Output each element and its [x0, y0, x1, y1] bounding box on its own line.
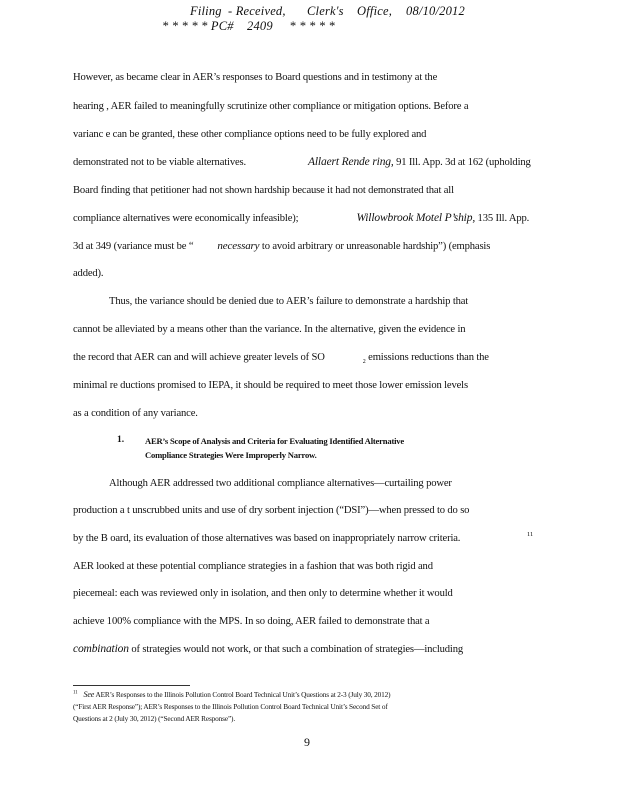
text-span: AER’s Responses to the Illinois Pollution Control Board Technical Unit’s Questions at 2-3 (July 30, 2012) [94, 690, 391, 699]
text-line: varianc e can be granted, these other compliance options need to be fully explored and [73, 129, 427, 140]
text-line: added). [73, 268, 104, 279]
footnote-reference: 11 [527, 531, 534, 538]
heading-line: Compliance Strategies Were Improperly Narrow. [145, 450, 317, 460]
text-line: production a t unscrubbed units and use of dry sorbent injection (“DSI”)—when pressed to do so [73, 505, 470, 516]
text-line: achieve 100% compliance with the MPS. In so doing, AER failed to demonstrate that a [73, 616, 430, 627]
text-line: piecemeal: each was reviewed only in isolation, and then only to determine whether it would [73, 588, 453, 599]
text-line: However, as became clear in AER’s responses to Board questions and in testimony at the [73, 72, 438, 83]
text-span: 135 Ill. App. [475, 213, 530, 224]
footnote-line: Questions at 2 (July 30, 2012) (“Second AER Response”). [73, 714, 235, 723]
header-filing: Filing [190, 4, 222, 18]
emphasis-text: necessary [217, 240, 260, 252]
page-number: 9 [304, 735, 310, 749]
text-line [73, 240, 490, 252]
header-date: 08/10/2012 [406, 4, 465, 18]
text-line: as a condition of any variance. [73, 408, 198, 419]
header-clerks: Clerk's [307, 4, 344, 18]
text-line [73, 212, 529, 224]
text-span: demonstrated not to be viable alternatives. [73, 157, 246, 168]
text-line [73, 352, 489, 365]
text-span: 3d at 349 (variance must be “ [73, 241, 194, 252]
header-office: Office, [357, 4, 393, 18]
footnote-line: (“First AER Response”); AER’s Responses to the Illinois Pollution Control Board Technical Unit’s Second Set of [73, 702, 388, 711]
text-line: by the B oard, its evaluation of those alternatives was based on inappropriately narrow criteria. [73, 533, 461, 544]
text-line: hearing , AER failed to meaningfully scrutinize other compliance or mitigation options. Before a [73, 101, 469, 112]
text-line: AER looked at these potential compliance strategies in a fashion that was both rigid and [73, 561, 433, 572]
heading-line: AER’s Scope of Analysis and Criteria for Evaluating Identified Alternative [145, 436, 405, 446]
footnote-number: 11 [73, 690, 78, 696]
text-span: to avoid arbitrary or unreasonable hardship”) (emphasis [259, 241, 491, 252]
emphasis-text: combination [73, 643, 129, 655]
text-span: compliance alternatives were economically infeasible); [73, 213, 299, 224]
header-pc-number: * * * * * PC# 2409 * * * * * [162, 19, 335, 33]
case-citation: Willowbrook Motel P’ship, [356, 212, 476, 224]
signal-word: See [83, 690, 95, 699]
case-citation: Allaert Rende ring, [308, 156, 394, 168]
text-line: Thus, the variance should be denied due to AER’s failure to demonstrate a hardship that [109, 296, 469, 307]
text-span: the record that AER can and will achieve greater levels of SO [73, 352, 325, 363]
footnote-line [73, 690, 390, 699]
footnote-divider [73, 685, 190, 686]
text-span: 91 Ill. App. 3d at 162 (upholding [393, 157, 531, 168]
text-line: Board finding that petitioner had not shown hardship because it had not demonstrated that all [73, 185, 454, 196]
text-line [73, 156, 531, 168]
text-line: cannot be alleviated by a means other than the variance. In the alternative, given the evidence in [73, 324, 466, 335]
text-span: emissions reductions than the [365, 352, 489, 363]
text-span: of strategies would not work, or that such a combination of strategies—including [128, 644, 463, 655]
text-line [73, 643, 463, 655]
header-received: - Received, [228, 4, 286, 18]
text-line: minimal re ductions promised to IEPA, it should be required to meet those lower emission levels [73, 380, 468, 391]
subscript: 2 [362, 359, 366, 366]
heading-number: 1. [117, 435, 125, 445]
text-line: Although AER addressed two additional compliance alternatives—curtailing power [109, 478, 452, 489]
